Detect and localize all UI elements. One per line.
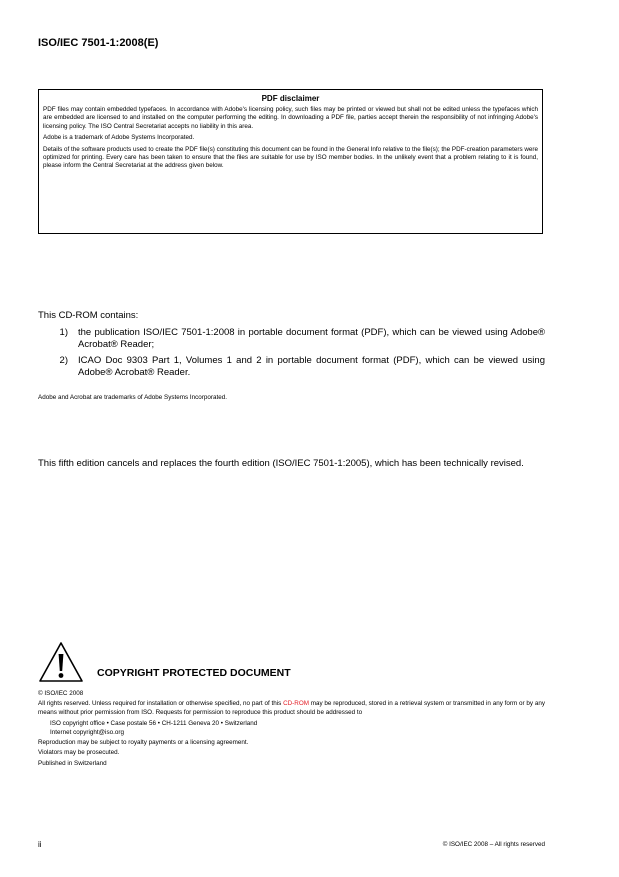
published-note: Published in Switzerland <box>38 759 107 767</box>
list-item-number: 1) <box>59 327 68 338</box>
list-item <box>38 355 545 378</box>
violators-note: Violators may be prosecuted. <box>38 749 120 757</box>
list-item <box>38 327 545 350</box>
document-id: ISO/IEC 7501-1:2008(E) <box>38 37 159 49</box>
cdrom-contents-list <box>38 327 545 383</box>
list-item-text: the publication ISO/IEC 7501-1:2008 in portable document format (PDF), which can be viewed using Adobe® Acrobat® Reader; <box>78 327 545 350</box>
royalty-note: Reproduction may be subject to royalty payments or a licensing agreement. <box>38 739 249 747</box>
copyright-email: Internet copyright@iso.org <box>50 728 124 736</box>
disclaimer-paragraph-3: Details of the software products used to create the PDF file(s) constituting this document can be found in the General Info relative to the file(s); the PDF-creation parameters were optimized for printing. Every care has been taken to ensure that the files are suitable for use by ISO member bodies. In the unlikely event that a problem relating to it is found, please inform the Central Secretariat at the address given below. <box>43 145 538 170</box>
list-item-number: 2) <box>59 355 68 366</box>
copyright-year: © ISO/IEC 2008 <box>38 690 84 697</box>
warning-icon <box>38 641 84 683</box>
copyright-block <box>38 690 545 770</box>
cdrom-intro: This CD-ROM contains: <box>38 310 139 321</box>
page-number: ii <box>38 840 42 849</box>
rights-text-start: All rights reserved. Unless required for installation or otherwise specified, no part of this <box>38 700 284 708</box>
copyright-office-address: ISO copyright office • Case postale 56 • CH-1211 Geneva 20 • Switzerland <box>50 720 258 728</box>
pdf-disclaimer-box <box>38 89 543 234</box>
copyright-heading: COPYRIGHT PROTECTED DOCUMENT <box>97 667 291 679</box>
disclaimer-paragraph-1: PDF files may contain embedded typefaces. In accordance with Adobe's licensing policy, such files may be printed or viewed but shall not be edited unless the typefaces which are embedded are licensed to and installed on the computer performing the editing. In downloading a PDF file, parties accept therein the responsibility of not infringing Adobe's licensing policy. The ISO Central Secretariat accepts no liability in this area. <box>43 106 538 130</box>
cdrom-highlight: CD-ROM <box>283 700 309 708</box>
copyright-rights <box>38 700 545 717</box>
disclaimer-title: PDF disclaimer <box>261 94 320 103</box>
trademark-note: Adobe and Acrobat are trademarks of Adobe Systems Incorporated. <box>38 394 228 401</box>
rights-text-end: may be reproduced, stored in a retrieval system or transmitted in any form or by any means without prior permission from ISO. Requests for permission to reproduce this product should be addressed to <box>38 700 545 716</box>
disclaimer-paragraph-2: Adobe is a trademark of Adobe Systems Incorporated. <box>43 134 195 142</box>
footer-copyright: © ISO/IEC 2008 – All rights reserved <box>442 841 545 848</box>
list-item-text: ICAO Doc 9303 Part 1, Volumes 1 and 2 in portable document format (PDF), which can be viewed using Adobe® Acrobat® Reader. <box>78 355 545 378</box>
edition-note: This fifth edition cancels and replaces the fourth edition (ISO/IEC 7501-1:2005), which has been technically revised. <box>38 458 524 469</box>
